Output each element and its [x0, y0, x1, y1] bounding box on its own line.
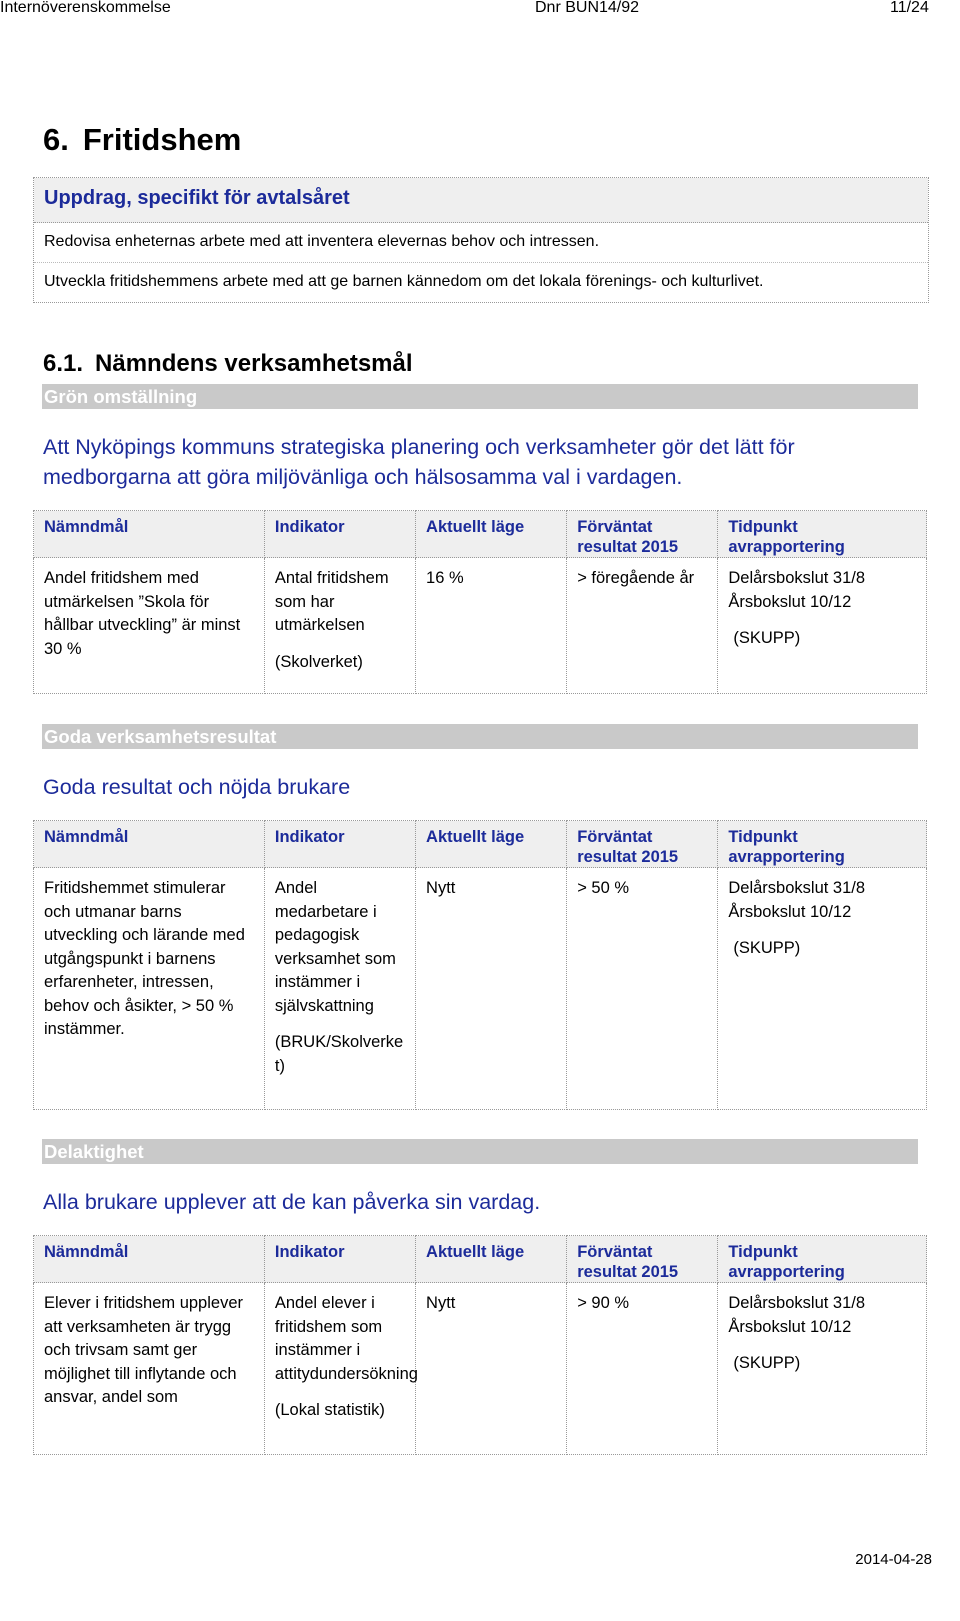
cell-aktuellt-lage: Nytt — [416, 868, 567, 1110]
col-header-aktuellt-lage: Aktuellt läge — [416, 1236, 567, 1283]
uppdrag-box — [33, 177, 929, 303]
subsection-heading — [43, 350, 413, 378]
tidpunkt-arsbokslut: Årsbokslut 10/12 — [728, 1317, 852, 1336]
tidpunkt-delarsbokslut: Delårsbokslut 31/8 — [728, 1294, 866, 1312]
tidpunkt-skupp: (SKUPP) — [733, 629, 801, 647]
cell-tidpunkt — [718, 558, 927, 694]
cell-namndmal: Elever i fritidshem upplever att verksamheten är trygg och trivsam samt ger möjlighet till inflytande och ansvar, andel som — [34, 1283, 265, 1455]
cell-forvantat: > 50 % — [567, 868, 718, 1110]
header-document-title: Internöverenskommelse — [0, 0, 171, 16]
cell-tidpunkt — [718, 1283, 927, 1455]
indicator-table — [33, 1235, 927, 1455]
header-page-number: 11/24 — [890, 0, 929, 16]
uppdrag-title: Uppdrag, specifikt för avtalsåret — [34, 178, 928, 223]
indicator-table — [33, 820, 927, 1110]
cell-aktuellt-lage: Nytt — [416, 1283, 567, 1455]
col-header-aktuellt-lage: Aktuellt läge — [416, 511, 567, 558]
col-header-tidpunkt: Tidpunkt avrapportering — [718, 511, 927, 558]
tidpunkt-skupp: (SKUPP) — [733, 939, 801, 957]
uppdrag-row: Utveckla fritidshemmens arbete med att ge barnen kännedom om det lokala förenings- och kulturlivet. — [44, 273, 764, 290]
col-header-forvantat: Förväntat resultat 2015 — [567, 1236, 718, 1283]
category-band-goda-verksamhetsresultat: Goda verksamhetsresultat — [42, 724, 918, 749]
header-diarienummer: Dnr BUN14/92 — [535, 0, 640, 16]
uppdrag-row: Redovisa enheternas arbete med att inventera elevernas behov och intressen. — [34, 223, 928, 263]
table-row — [34, 1283, 927, 1455]
footer-date: 2014-04-28 — [855, 1551, 932, 1568]
col-header-namndmal: Nämndmål — [34, 821, 265, 868]
cell-indikator — [264, 1283, 418, 1455]
indikator-text: Antal fritidshem som har utmärkelsen — [274, 569, 389, 634]
cell-indikator — [264, 558, 415, 694]
cell-namndmal: Fritidshemmet stimulerar och utmanar barns utveckling och lärande med utgångspunkt i barnens erfarenheter, intressen, behov och åsikter, > 50 % instämmer. — [34, 868, 265, 1110]
indikator-source: (Lokal statistik) — [274, 1401, 385, 1419]
section-heading — [43, 122, 241, 158]
table-header-row — [34, 1236, 927, 1283]
cell-tidpunkt — [718, 868, 927, 1110]
col-header-aktuellt-lage: Aktuellt läge — [416, 821, 567, 868]
table-header-row — [34, 511, 927, 558]
col-header-forvantat: Förväntat resultat 2015 — [567, 511, 718, 558]
tidpunkt-arsbokslut: Årsbokslut 10/12 — [728, 902, 852, 921]
cell-forvantat: > föregående år — [567, 558, 718, 694]
tidpunkt-delarsbokslut: Delårsbokslut 31/8 — [728, 879, 866, 897]
goal-text: Att Nyköpings kommuns strategiska planering och verksamheter gör det lätt för medborgarna att göra miljövänliga och hälsosamma val i vardagen. — [43, 435, 795, 489]
section-title: Fritidshem — [82, 122, 242, 157]
tidpunkt-skupp: (SKUPP) — [733, 1354, 801, 1372]
table-header-row — [34, 821, 927, 868]
col-header-forvantat: Förväntat resultat 2015 — [567, 821, 718, 868]
table-row — [34, 868, 927, 1110]
tidpunkt-arsbokslut: Årsbokslut 10/12 — [728, 592, 852, 611]
indicator-table — [33, 510, 927, 694]
col-header-tidpunkt: Tidpunkt avrapportering — [718, 1236, 927, 1283]
table-row — [34, 558, 927, 694]
col-header-indikator: Indikator — [264, 1236, 415, 1283]
col-header-indikator: Indikator — [264, 511, 415, 558]
subsection-number: 6.1. — [43, 350, 84, 377]
cell-aktuellt-lage: 16 % — [416, 558, 567, 694]
indikator-text: Andel elever i fritidshem som instämmer i attitydundersökning — [274, 1294, 418, 1383]
category-band-delaktighet: Delaktighet — [42, 1139, 918, 1164]
cell-indikator — [264, 868, 415, 1110]
indikator-text: Andel medarbetare i pedagogisk verksamhet som instämmer i självskattning — [274, 879, 396, 1015]
cell-namndmal: Andel fritidshem med utmärkelsen ”Skola för hållbar utveckling” är minst 30 % — [34, 558, 265, 694]
subsection-title: Nämndens verksamhetsmål — [95, 350, 413, 377]
tidpunkt-delarsbokslut: Delårsbokslut 31/8 — [728, 569, 866, 587]
col-header-namndmal: Nämndmål — [34, 1236, 265, 1283]
col-header-tidpunkt: Tidpunkt avrapportering — [718, 821, 927, 868]
cell-forvantat: > 90 % — [567, 1283, 718, 1455]
section-number: 6. — [43, 122, 69, 157]
col-header-namndmal: Nämndmål — [34, 511, 265, 558]
category-band-gron-omstallning: Grön omställning — [42, 384, 918, 409]
goal-text: Goda resultat och nöjda brukare — [43, 775, 351, 799]
indikator-source: (Skolverket) — [274, 652, 363, 671]
goal-text: Alla brukare upplever att de kan påverka sin vardag. — [43, 1190, 541, 1214]
col-header-indikator: Indikator — [264, 821, 415, 868]
indikator-source: (BRUK/Skolverket) — [274, 1033, 404, 1075]
